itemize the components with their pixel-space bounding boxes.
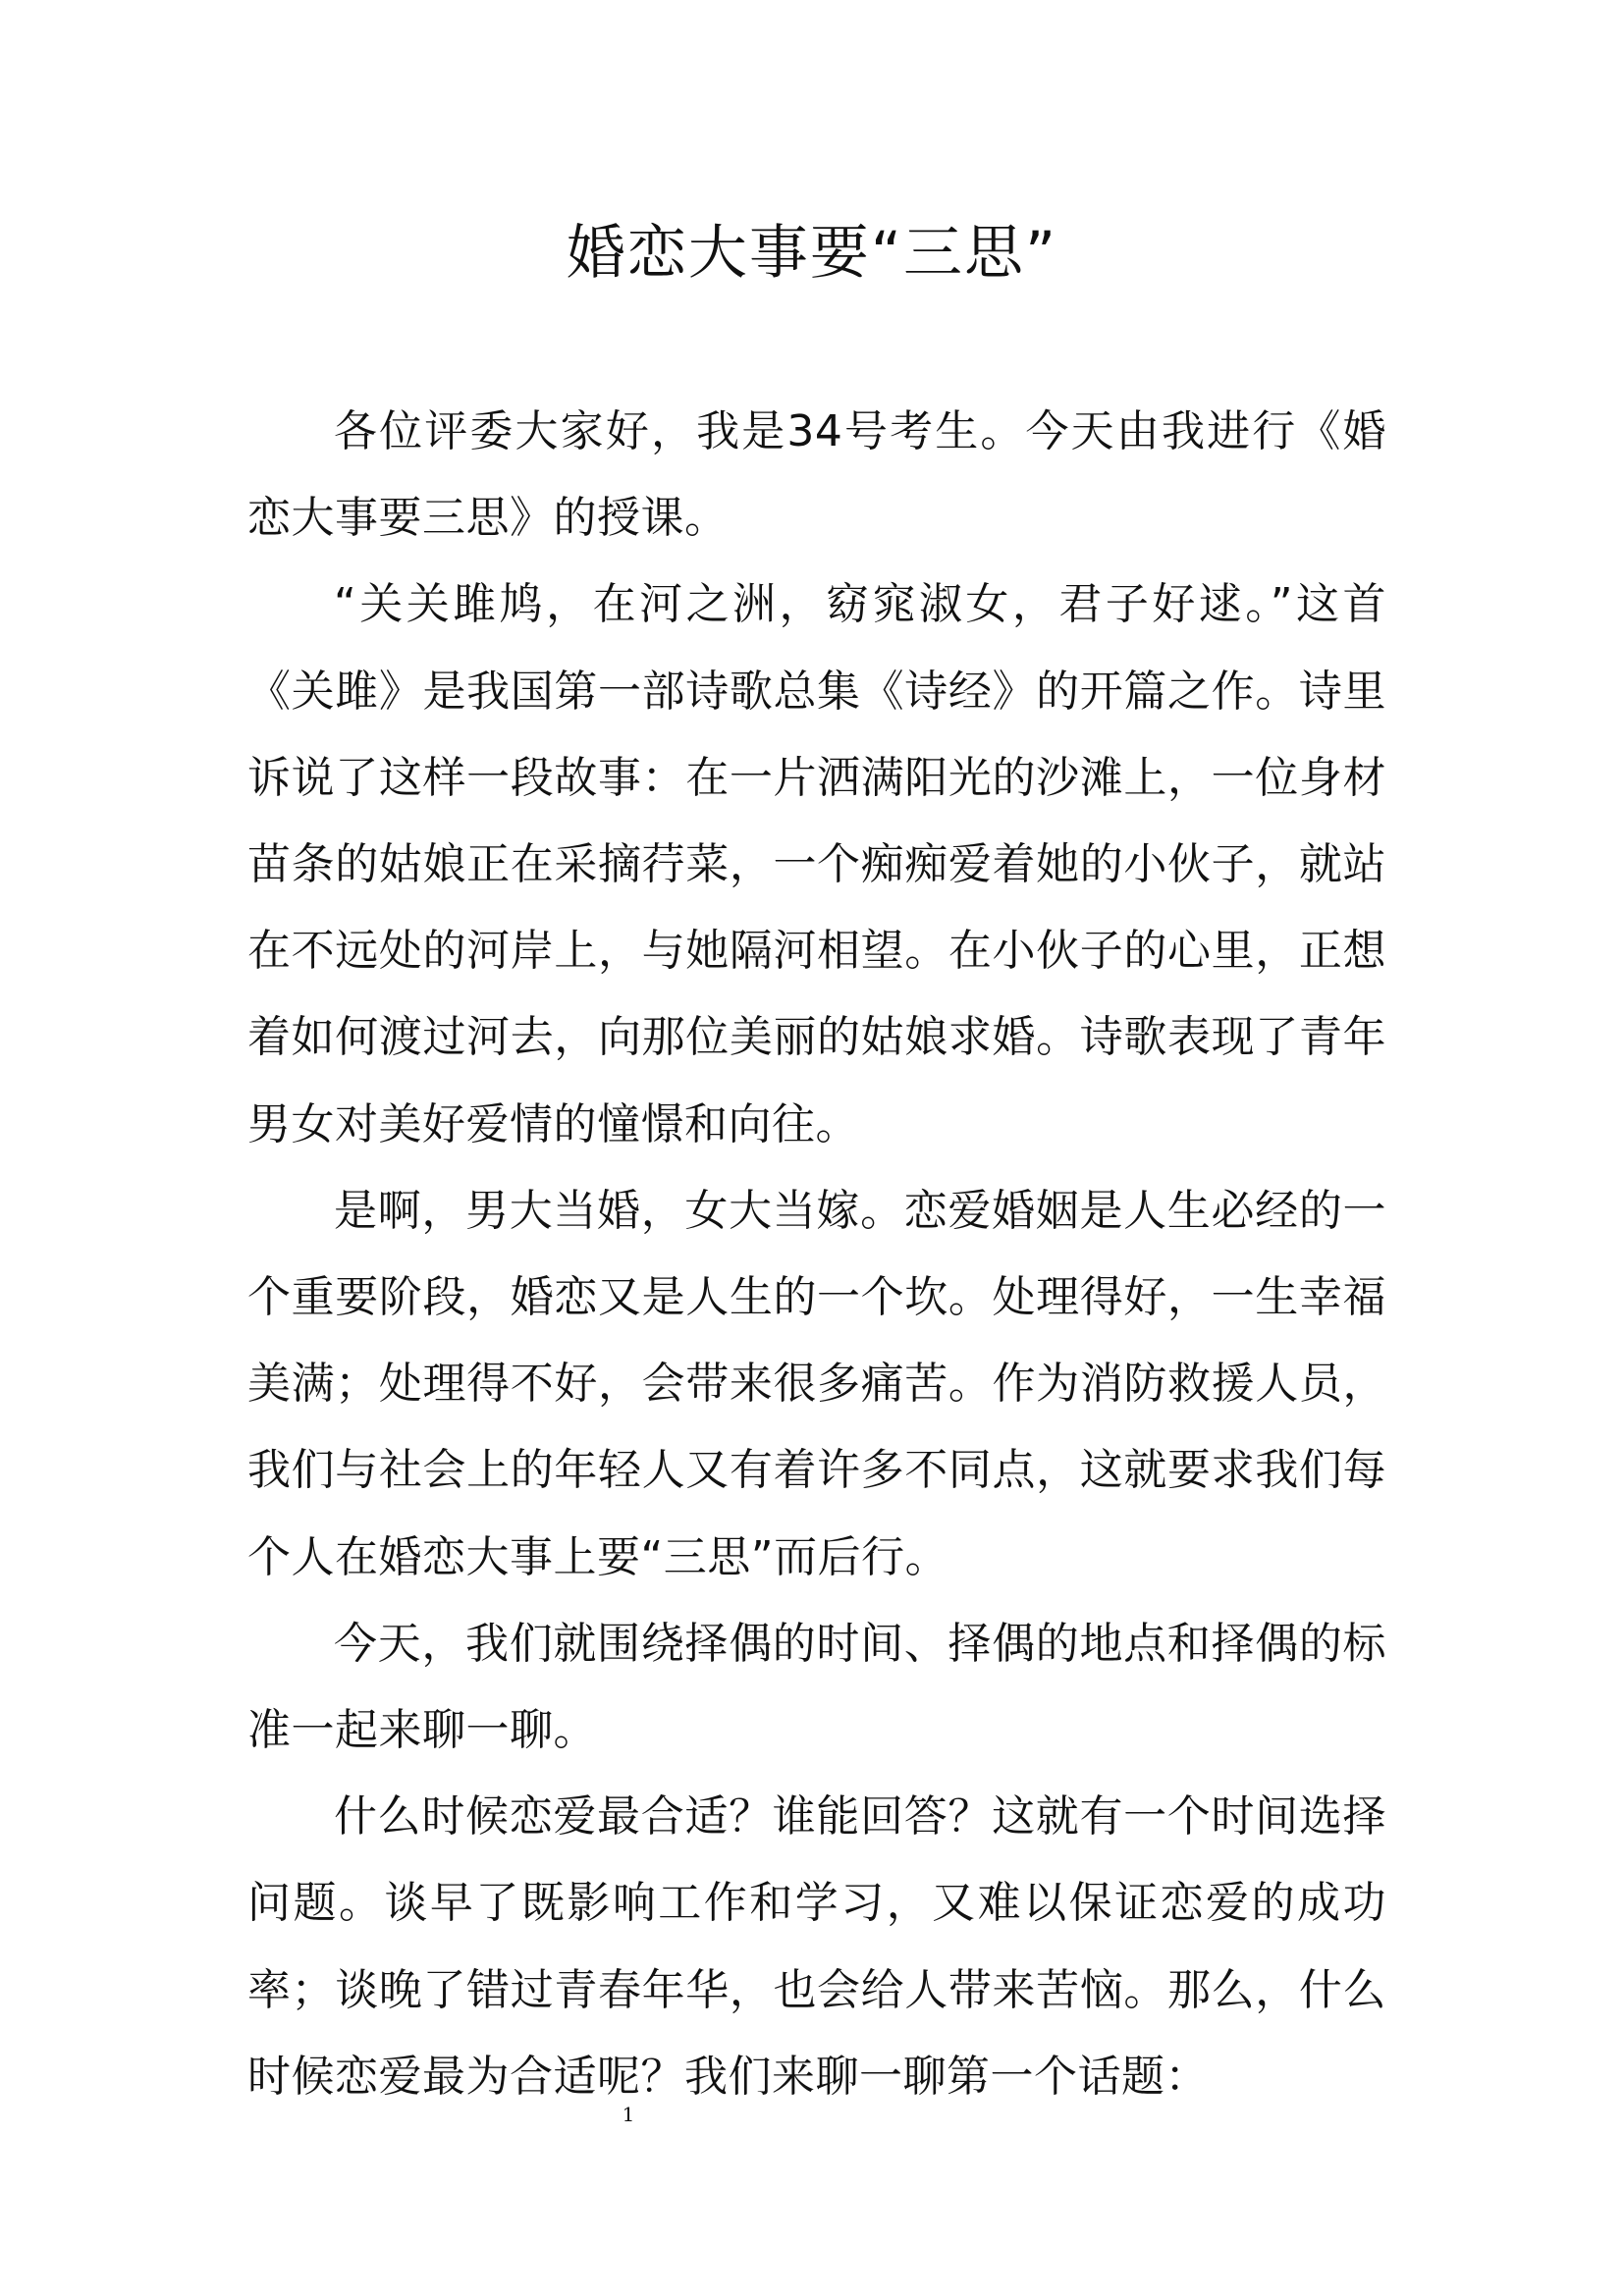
document-body	[247, 389, 1386, 2120]
document-title: 婚恋大事要“三思”	[566, 219, 1058, 288]
paragraph-timing: 什么时候恋爱最合适？谁能回答？这就有一个时间选择问题。谈早了既影响工作和学习，又难以保证恋爱的成功率；谈晚了错过青春年华，也会给人带来苦恼。那么，什么时候恋爱最为合适呢？我们来聊一聊第一个话题：	[247, 1791, 1386, 2102]
paragraph-topics: 今天，我们就围绕择偶的时间、择偶的地点和择偶的标准一起来聊一聊。	[247, 1618, 1386, 1756]
paragraph-marriage: 是啊，男大当婚，女大当嫁。恋爱婚姻是人生必经的一个重要阶段，婚恋又是人生的一个坎。处理得好，一生幸福美满；处理得不好，会带来很多痛苦。作为消防救援人员，我们与社会上的年轻人又有着许多不同点，这就要求我们每个人在婚恋大事上要“三思”而后行。	[247, 1185, 1386, 1582]
paragraph-guanju: “关关雎鸠，在河之洲，窈窕淑女，君子好逑。”这首《关雎》是我国第一部诗歌总集《诗经》的开篇之作。诗里诉说了这样一段故事：在一片洒满阳光的沙滩上，一位身材苗条的姑娘正在采摘荇菜，一个痴痴爱着她的小伙子，就站在不远处的河岸上，与她隔河相望。在小伙子的心里，正想着如何渡过河去，向那位美丽的姑娘求婚。诗歌表现了青年男女对美好爱情的憧憬和向往。	[247, 579, 1386, 1149]
paragraph-intro: 各位评委大家好，我是34号考生。今天由我进行《婚恋大事要三思》的授课。	[247, 406, 1386, 544]
page-number: 1	[622, 2103, 635, 2126]
